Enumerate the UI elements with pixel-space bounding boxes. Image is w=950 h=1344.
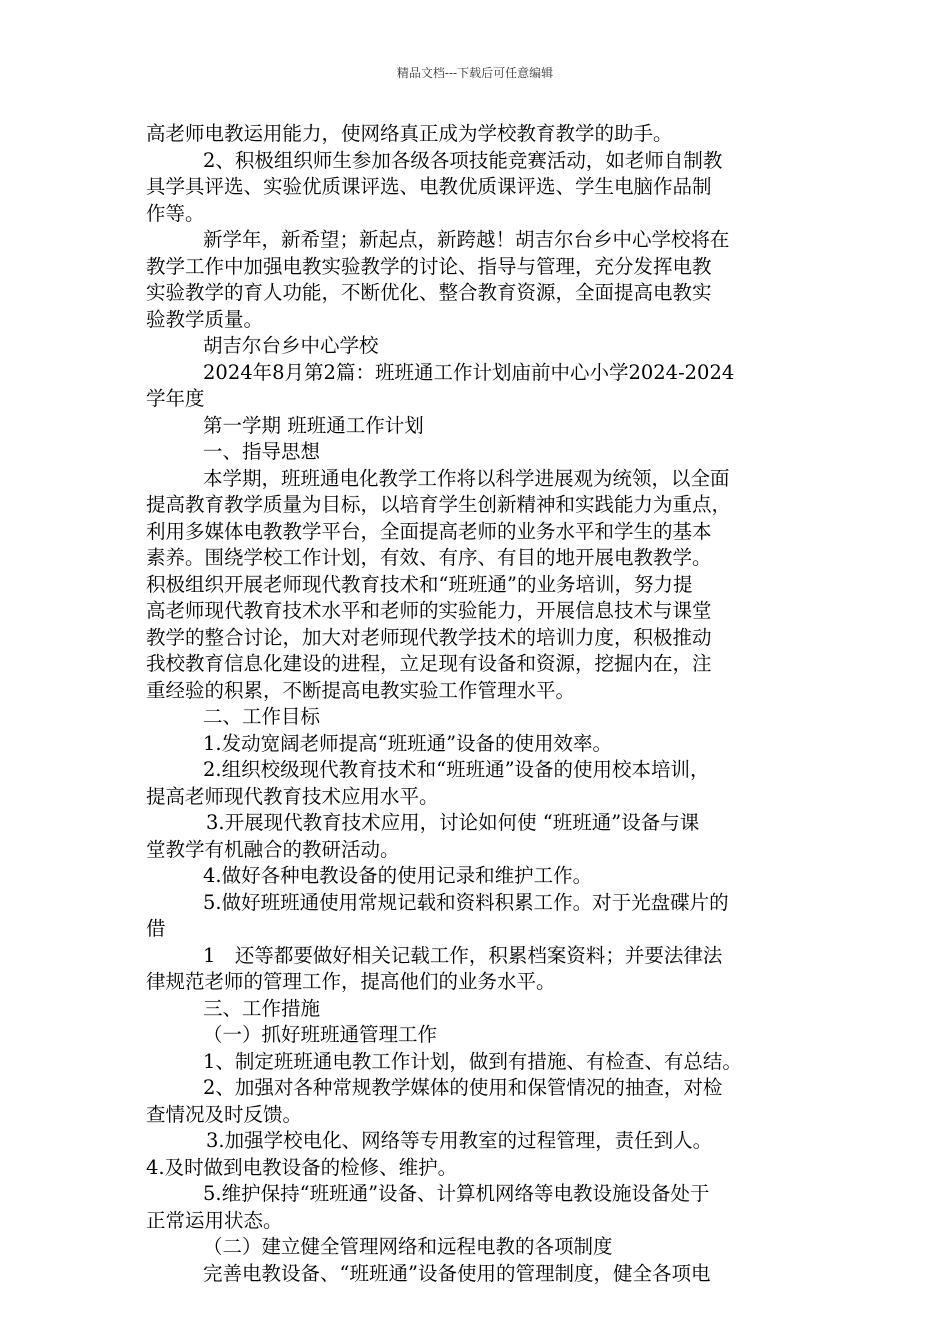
text-line: 重经验的积累，不断提高电教实验工作管理水平。 bbox=[146, 678, 576, 702]
text-line: 3.开展现代教育技术应用，讨论如何使 “班班通”设备与课 bbox=[206, 811, 700, 834]
text-line: 5.维护保持“班班通”设备、计算机网络等电教设施设备处于 bbox=[203, 1182, 710, 1205]
text-line: 第一学期 班班通工作计划 bbox=[203, 413, 424, 437]
text-line: 我校教育信息化建设的进程，立足现有设备和资源，挖掘内在，注 bbox=[146, 652, 712, 675]
text-line: （二）建立健全管理网络和远程电教的各项制度 bbox=[203, 1235, 613, 1258]
text-line: 提高老师现代教育技术应用水平。 bbox=[146, 784, 439, 808]
text-line: 利用多媒体电教教学平台，全面提高老师的业务水平和学生的基本 bbox=[146, 519, 712, 543]
text-line: 2、加强对各种常规教学媒体的使用和保管情况的抽查，对检 bbox=[203, 1076, 723, 1099]
text-line: 二、工作目标 bbox=[203, 705, 321, 728]
text-line: 本学期，班班通电化教学工作将以科学进展观为统领，以全面 bbox=[203, 466, 730, 490]
text-line: 教学工作中加强电教实验教学的讨论、指导与管理，充分发挥电教 bbox=[146, 254, 712, 278]
text-line: 2.组织校级现代教育技术和“班班通”设备的使用校本培训， bbox=[203, 758, 710, 781]
text-line: 借 bbox=[146, 917, 166, 940]
text-line: 具学具评选、实验优质课评选、电教优质课评选、学生电脑作品制 bbox=[146, 175, 712, 198]
text-line: 4.及时做到电教设备的检修、维护。 bbox=[146, 1155, 458, 1179]
document-body bbox=[146, 121, 810, 1287]
text-line: 教学的整合讨论，加大对老师现代教学技术的培训力度，积极推动 bbox=[146, 625, 712, 649]
text-line: 3.加强学校电化、网络等专用教室的过程管理，责任到人。 bbox=[206, 1129, 713, 1152]
text-line: 素养。围绕学校工作计划，有效、有序、有目的地开展电教教学。 bbox=[146, 546, 712, 569]
text-line: 5.做好班班通使用常规记载和资料积累工作。对于光盘碟片的 bbox=[203, 890, 729, 914]
text-line: 1、制定班班通电教工作计划，做到有措施、有检查、有总结。 bbox=[203, 1049, 742, 1073]
text-line: 作等。 bbox=[146, 201, 205, 225]
text-line: 堂教学有机融合的教研活动。 bbox=[146, 837, 400, 861]
text-line: 2024年8月第2篇：班班通工作计划庙前中心小学2024-2024 bbox=[203, 360, 735, 384]
text-line: 完善电教设备、“班班通”设备使用的管理制度，健全各项电 bbox=[203, 1261, 711, 1285]
text-line: 积极组织开展老师现代教育技术和“班班通”的业务培训，努力提 bbox=[146, 572, 693, 596]
text-line: 律规范老师的管理工作，提高他们的业务水平。 bbox=[146, 970, 556, 993]
text-line: 4.做好各种电教设备的使用记录和维护工作。 bbox=[203, 864, 593, 887]
text-line: 验教学质量。 bbox=[146, 307, 264, 331]
text-line: 实验教学的育人功能，不断优化、整合教育资源，全面提高电教实 bbox=[146, 281, 712, 304]
text-line: 胡吉尔台乡中心学校 bbox=[203, 334, 379, 357]
text-line: 高老师现代教育技术水平和老师的实验能力，开展信息技术与课堂 bbox=[146, 599, 712, 622]
text-line: 2、积极组织师生参加各级各项技能竞赛活动，如老师自制教 bbox=[203, 148, 723, 172]
text-line: 学年度 bbox=[146, 387, 205, 410]
text-line: 1 还等都要做好相关记载工作，积累档案资料；并要法律法 bbox=[203, 943, 723, 967]
text-line: 三、工作措施 bbox=[203, 996, 321, 1020]
text-line: 1.发动宽阔老师提高“班班通”设备的使用效率。 bbox=[203, 731, 613, 755]
text-line: 正常运用状态。 bbox=[146, 1208, 283, 1232]
text-line: 新学年，新希望；新起点，新跨越！胡吉尔台乡中心学校将在 bbox=[203, 228, 730, 251]
text-line: 提高教育教学质量为目标，以培育学生创新精神和实践能力为重点， bbox=[146, 493, 732, 516]
page-header: 精品文档---下载后可任意编辑 bbox=[396, 66, 554, 80]
text-line: 高老师电教运用能力，使网络真正成为学校教育教学的助手。 bbox=[146, 122, 673, 145]
text-line: 一、指导思想 bbox=[203, 440, 321, 463]
text-line: 查情况及时反馈。 bbox=[146, 1102, 303, 1126]
text-line: （一）抓好班班通管理工作 bbox=[203, 1023, 438, 1046]
